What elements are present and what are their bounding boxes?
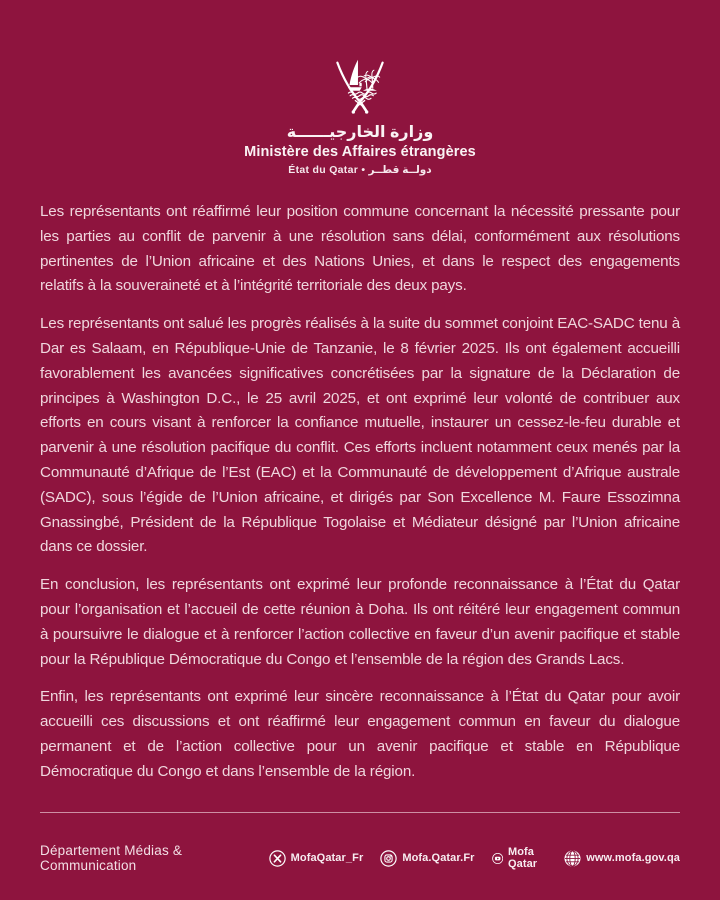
header <box>0 54 720 176</box>
social-links <box>269 846 680 870</box>
statement-paragraph: Les représentants ont réaffirmé leur position commune concernant la nécessité pressante pour les parties au conflit de parvenir à une résolution sans délai, conformément aux résolutions pertinentes de l’Union africaine et des Nations Unies, et dans le respect des engagements relatifs à la souveraineté et à l’intégrité territoriale des deux pays. <box>40 203 680 295</box>
footer-divider <box>40 812 680 813</box>
social-handle: Mofa Qatar <box>507 846 538 870</box>
statement-paragraph: Les représentants ont salué les progrès réalisés à la suite du sommet conjoint EAC-SADC tenu à Dar es Salaam, en République-Unie de Tanzanie, le 8 février 2025. Ils ont également accueilli favorablement les avancées significatives concrétisées par la signature de la Déclaration de principes à Washington D.C., le 25 avril 2025, et ont exprimé leur volonté de contribuer aux efforts en cours visant à renforcer la confiance mutuelle, instaurer un cessez-le-feu durable et parvenir à une résolution pacifique du conflit. Ces efforts incluent notamment ceux menés par la Communauté d’Afrique de l’Est (EAC) et la Communauté de développement d’Afrique australe (SADC), sous l’égide de l’Union africaine, et dirigés par Son Excellence M. Faure Essozimna Gnassingbé, Président de la République Togolaise et Médiateur désigné par l’Union africaine dans ce dossier. <box>40 315 680 556</box>
social-handle: MofaQatar_Fr <box>290 852 364 864</box>
qatar-mofa-emblem-icon <box>331 54 389 120</box>
social-link-instagram[interactable] <box>380 850 474 867</box>
social-link-website[interactable] <box>564 850 680 867</box>
statement-body <box>40 200 680 798</box>
x-icon <box>269 850 286 867</box>
globe-icon <box>564 850 581 867</box>
instagram-icon <box>380 850 397 867</box>
statement-paragraph: En conclusion, les représentants ont exprimé leur profonde reconnaissance à l’État du Qatar pour l’organisation et l’accueil de cette réunion à Doha. Ils ont réitéré leur engagement commun à poursuivre le dialogue et à renforcer l’action collective en faveur d’un avenir pacifique et stable pour la République Démocratique du Congo et l’ensemble de la région des Grands Lacs. <box>40 576 680 668</box>
footer <box>40 843 680 873</box>
department-label: Département Médias & Communication <box>40 843 183 873</box>
social-handle: www.mofa.gov.qa <box>586 852 680 864</box>
social-link-x[interactable] <box>269 850 364 867</box>
state-of-qatar-line: État du Qatar • دولــة قطــر <box>288 164 432 177</box>
social-handle: Mofa.Qatar.Fr <box>402 852 475 864</box>
ministry-title-arabic: وزارة الخارجيــــــة <box>286 124 434 141</box>
ministry-title-french: Ministère des Affaires étrangères <box>244 144 476 161</box>
social-link-youtube[interactable] <box>492 846 548 870</box>
statement-paragraph: Enfin, les représentants ont exprimé leur sincère reconnaissance à l’État du Qatar pour avoir accueilli ces discussions et ont réaffirmé leur engagement commun en faveur du dialogue permanent et de l’action collective pour un avenir pacifique et stable en République Démocratique du Congo et dans l’ensemble de la région. <box>40 688 680 780</box>
youtube-icon <box>492 850 503 867</box>
